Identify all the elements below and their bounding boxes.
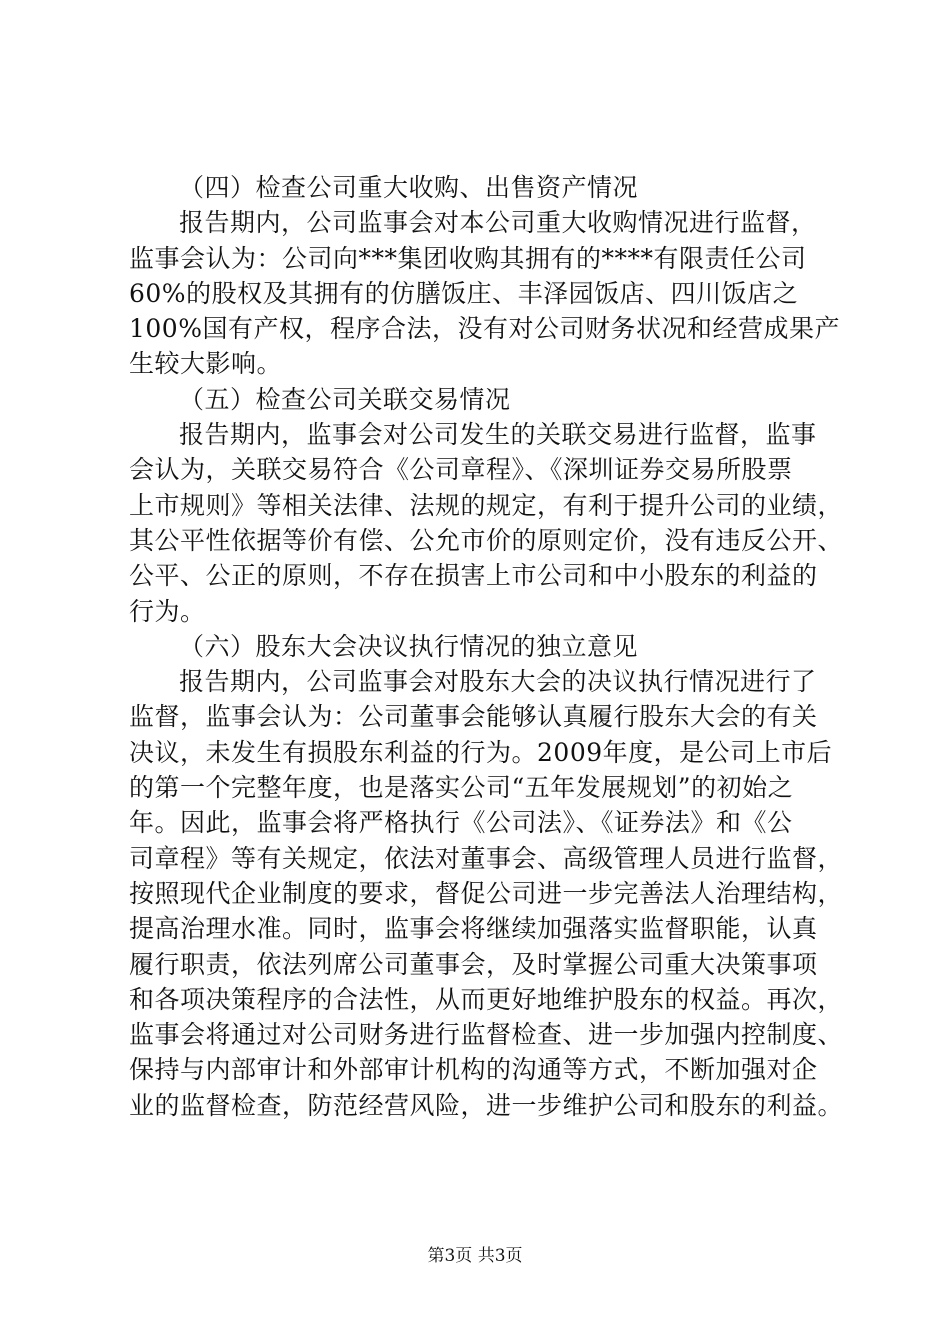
paragraph-line: 报告期内，监事会对公司发生的关联交易进行监督，监事 bbox=[179, 420, 817, 450]
paragraph-line: 公平、公正的原则，不存在损害上市公司和中小股东的利益的 bbox=[129, 561, 818, 591]
paragraph-line: 监事会将通过对公司财务进行监督检查、进一步加强内控制度、 bbox=[129, 1020, 844, 1050]
section-heading: （四）检查公司重大收购、出售资产情况 bbox=[179, 173, 639, 202]
paragraph-line: 60%的股权及其拥有的仿膳饭庄、丰泽园饭店、四川饭店之 bbox=[129, 278, 799, 308]
paragraph-line: 提高治理水准。同时，监事会将继续加强落实监督职能，认真 bbox=[129, 914, 818, 944]
section-5 bbox=[129, 382, 844, 629]
paragraph-line: 其公平性依据等价有偿、公允市价的原则定价，没有违反公开、 bbox=[129, 525, 844, 555]
paragraph-line: 报告期内，公司监事会对本公司重大收购情况进行监督， bbox=[179, 208, 817, 238]
paragraph-line: 监督，监事会认为：公司董事会能够认真履行股东大会的有关 bbox=[129, 702, 818, 732]
section-6 bbox=[129, 629, 844, 1123]
document-body bbox=[129, 170, 844, 1123]
section-heading: （六）股东大会决议执行情况的独立意见 bbox=[179, 631, 639, 661]
paragraph-line: 决议，未发生有损股东利益的行为。2009年度，是公司上市后 bbox=[129, 737, 833, 767]
paragraph-line: 会认为，关联交易符合《公司章程》、《深圳证券交易所股票 bbox=[129, 455, 793, 485]
paragraph-line: 司章程》等有关规定，依法对董事会、高级管理人员进行监督， bbox=[129, 843, 844, 873]
paragraph-line: 业的监督检查，防范经营风险，进一步维护公司和股东的利益。 bbox=[129, 1090, 844, 1120]
page-number-footer: 第3页 共3页 bbox=[427, 1246, 523, 1266]
paragraph-line: 履行职责，依法列席公司董事会，及时掌握公司重大决策事项 bbox=[129, 949, 818, 979]
paragraph-line: 的第一个完整年度，也是落实公司“五年发展规划”的初始之 bbox=[129, 773, 794, 803]
paragraph-line: 和各项决策程序的合法性，从而更好地维护股东的权益。再次， bbox=[129, 984, 844, 1014]
section-heading: （五）检查公司关联交易情况 bbox=[179, 384, 511, 414]
paragraph-line: 年。因此，监事会将严格执行《公司法》、《证券法》和《公 bbox=[129, 808, 793, 838]
paragraph-line: 按照现代企业制度的要求，督促公司进一步完善法人治理结构， bbox=[129, 878, 844, 908]
paragraph-line: 监事会认为：公司向***集团收购其拥有的****有限责任公司 bbox=[129, 243, 807, 273]
paragraph-line: 保持与内部审计和外部审计机构的沟通等方式，不断加强对企 bbox=[129, 1055, 818, 1085]
paragraph-line: 100%国有产权，程序合法，没有对公司财务状况和经营成果产 bbox=[129, 314, 840, 344]
section-4 bbox=[129, 170, 840, 382]
paragraph-line: 报告期内，公司监事会对股东大会的决议执行情况进行了 bbox=[179, 667, 817, 697]
paragraph-line: 生较大影响。 bbox=[129, 349, 283, 379]
paragraph-line: 行为。 bbox=[129, 596, 206, 626]
paragraph-line: 上市规则》等相关法律、法规的规定，有利于提升公司的业绩， bbox=[129, 490, 844, 520]
